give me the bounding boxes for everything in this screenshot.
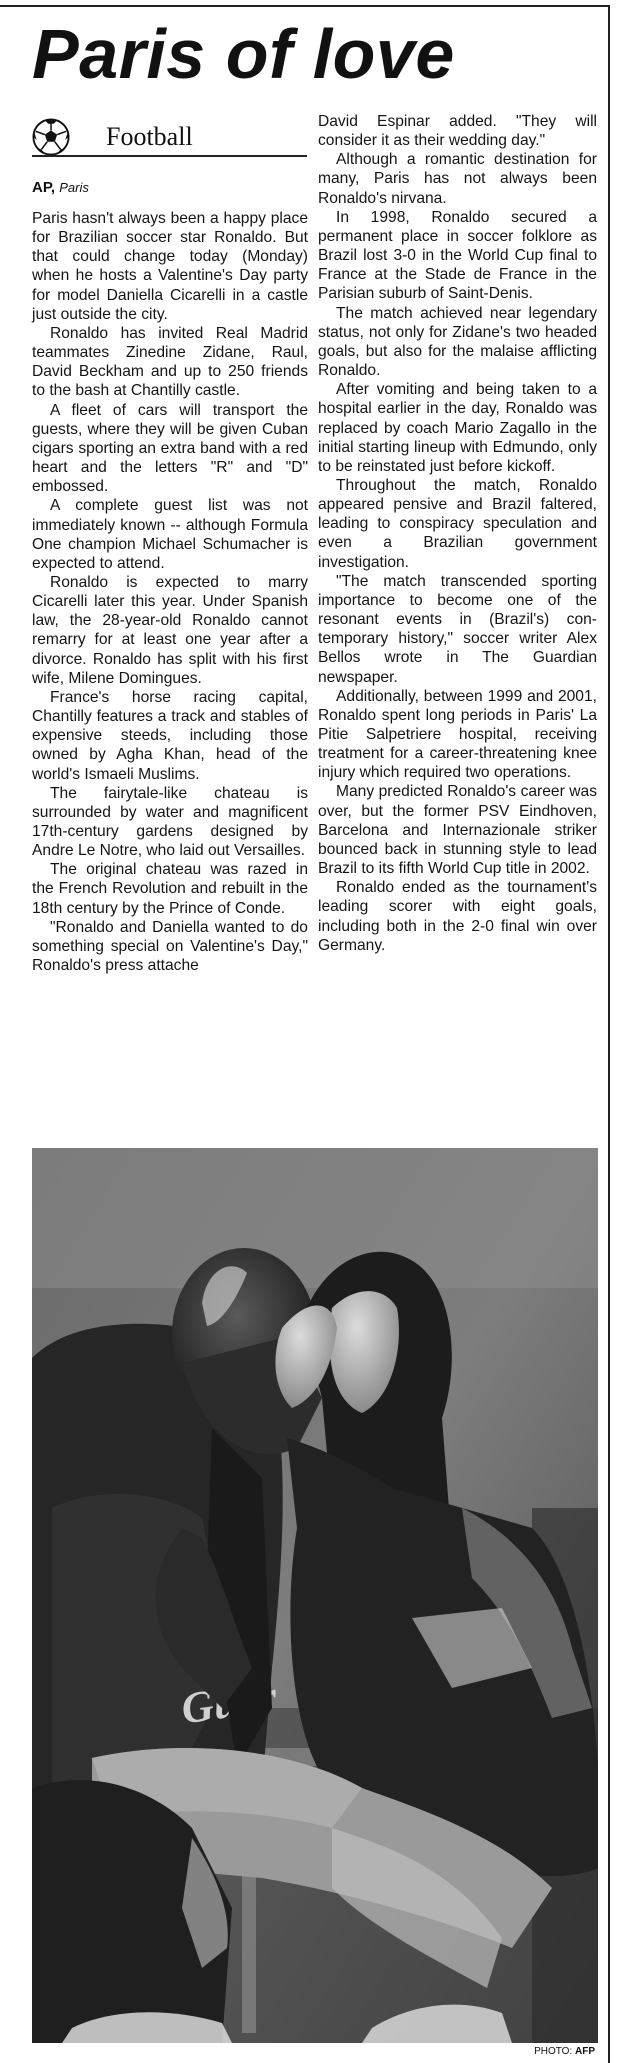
right-rule: [608, 5, 610, 2063]
paragraph-continued: David Espinar added. "They will consider it as their wedding day.": [318, 113, 597, 150]
article-column-1: [32, 209, 308, 975]
paragraph: Although a romantic destination for many, Paris has not always been Ronaldo's nirvana.: [318, 151, 597, 207]
paragraph: After vomiting and being taken to a hospital earlier in the day, Ronaldo was replaced by coach Mario Zagallo in the initial starting lineup with Edmundo, only to be reinstated just before kickoff.: [318, 381, 597, 475]
paragraph: Ronaldo is expected to marry Cicarelli later this year. Under Spanish law, the 28-year-old Ronaldo cannot remarry for at least one year after a divorce. Ronaldo has split with his first wife, Milene Domingues.: [32, 573, 308, 687]
paragraph: "The match transcended sporting importance to become one of the resonant events in (Brazil's) contemporary history," soccer writer Alex Bellos wrote in The Guardian newspaper.: [318, 572, 597, 686]
paragraph: "Ronaldo and Daniella wanted to do something special on Valentine's Day," Ronaldo's press attache: [32, 918, 308, 975]
paragraph: Ronaldo has invited Real Madrid teammates Zinedine Zidane, Raul, David Beckham and up to 250 friends to the bash at Chantilly castle.: [32, 324, 308, 400]
paragraph: Throughout the match, Ronaldo appeared pensive and Brazil faltered, leading to conspiracy speculation and even a Brazilian government investigation.: [318, 476, 597, 571]
byline-agency: AP,: [32, 179, 56, 196]
paragraph: Ronaldo ended as the tournament's leading scorer with eight goals, including both in the 2-0 final win over Germany.: [318, 879, 597, 954]
paragraph: Many predicted Ronaldo's career was over, but the former PSV Eindhoven, Barcelona and Internazionale striker bounced back in stunning style to lead Brazil to its fifth World Cup title in 2002.: [318, 783, 597, 878]
photo-illustration: [32, 1148, 598, 2043]
paragraph: The fairytale-like chateau is surrounded by water and magnificent 17th-century gardens designed by Andre Le Notre, who laid out Versailles.: [32, 784, 308, 860]
byline: [32, 178, 89, 198]
soccer-ball-icon: [32, 118, 70, 156]
photo-credit-label: PHOTO:: [534, 2046, 573, 2057]
paragraph: Paris hasn't always been a happy place for Brazilian soccer star Ronaldo. But that could change today (Monday) when he hosts a Valentine's Day party for model Daniella Cicarelli in a castle just outside the city.: [32, 210, 308, 323]
paragraph: The original chateau was razed in the French Revolution and rebuilt in the 18th century by the Prince of Conde.: [32, 861, 308, 917]
article-column-2: [318, 112, 597, 955]
photo-credit: [534, 2046, 595, 2058]
paragraph: A complete guest list was not immediately known -- although Formula One champion Michael Schumacher is expected to attend.: [32, 497, 308, 572]
top-rule: [0, 5, 610, 7]
paragraph: A fleet of cars will transport the guests, where they will be given Cuban cigars sporting an extra band with a red heart and the letters "R" and "D" embossed.: [32, 401, 308, 496]
section-label: Football: [106, 122, 193, 151]
paragraph: Additionally, between 1999 and 2001, Ronaldo spent long periods in Paris' La Pitie Salpetriere hospital, receiving treatment for a career-threatening knee injury which required two operations.: [318, 687, 597, 782]
headline: Paris of love: [32, 15, 455, 93]
news-photo: [32, 1148, 598, 2043]
paragraph: In 1998, Ronaldo secured a permanent place in soccer folklore as Brazil lost 3-0 in the World Cup final to France at the Stade de France in the Parisian suburb of Saint-Denis.: [318, 208, 597, 303]
section-header: [32, 118, 307, 158]
paragraph: France's horse racing capital, Chantilly features a track and stables of expensive steeds, including those owned by Agha Khan, head of the world's Ismaeli Muslims.: [32, 688, 308, 783]
byline-city: Paris: [59, 180, 89, 195]
paragraph: The match achieved near legendary status, not only for Zidane's two headed goals, but also for the malaise afflicting Ronaldo.: [318, 304, 597, 380]
photo-credit-source: AFP: [575, 2046, 595, 2057]
section-rule: [32, 155, 307, 157]
